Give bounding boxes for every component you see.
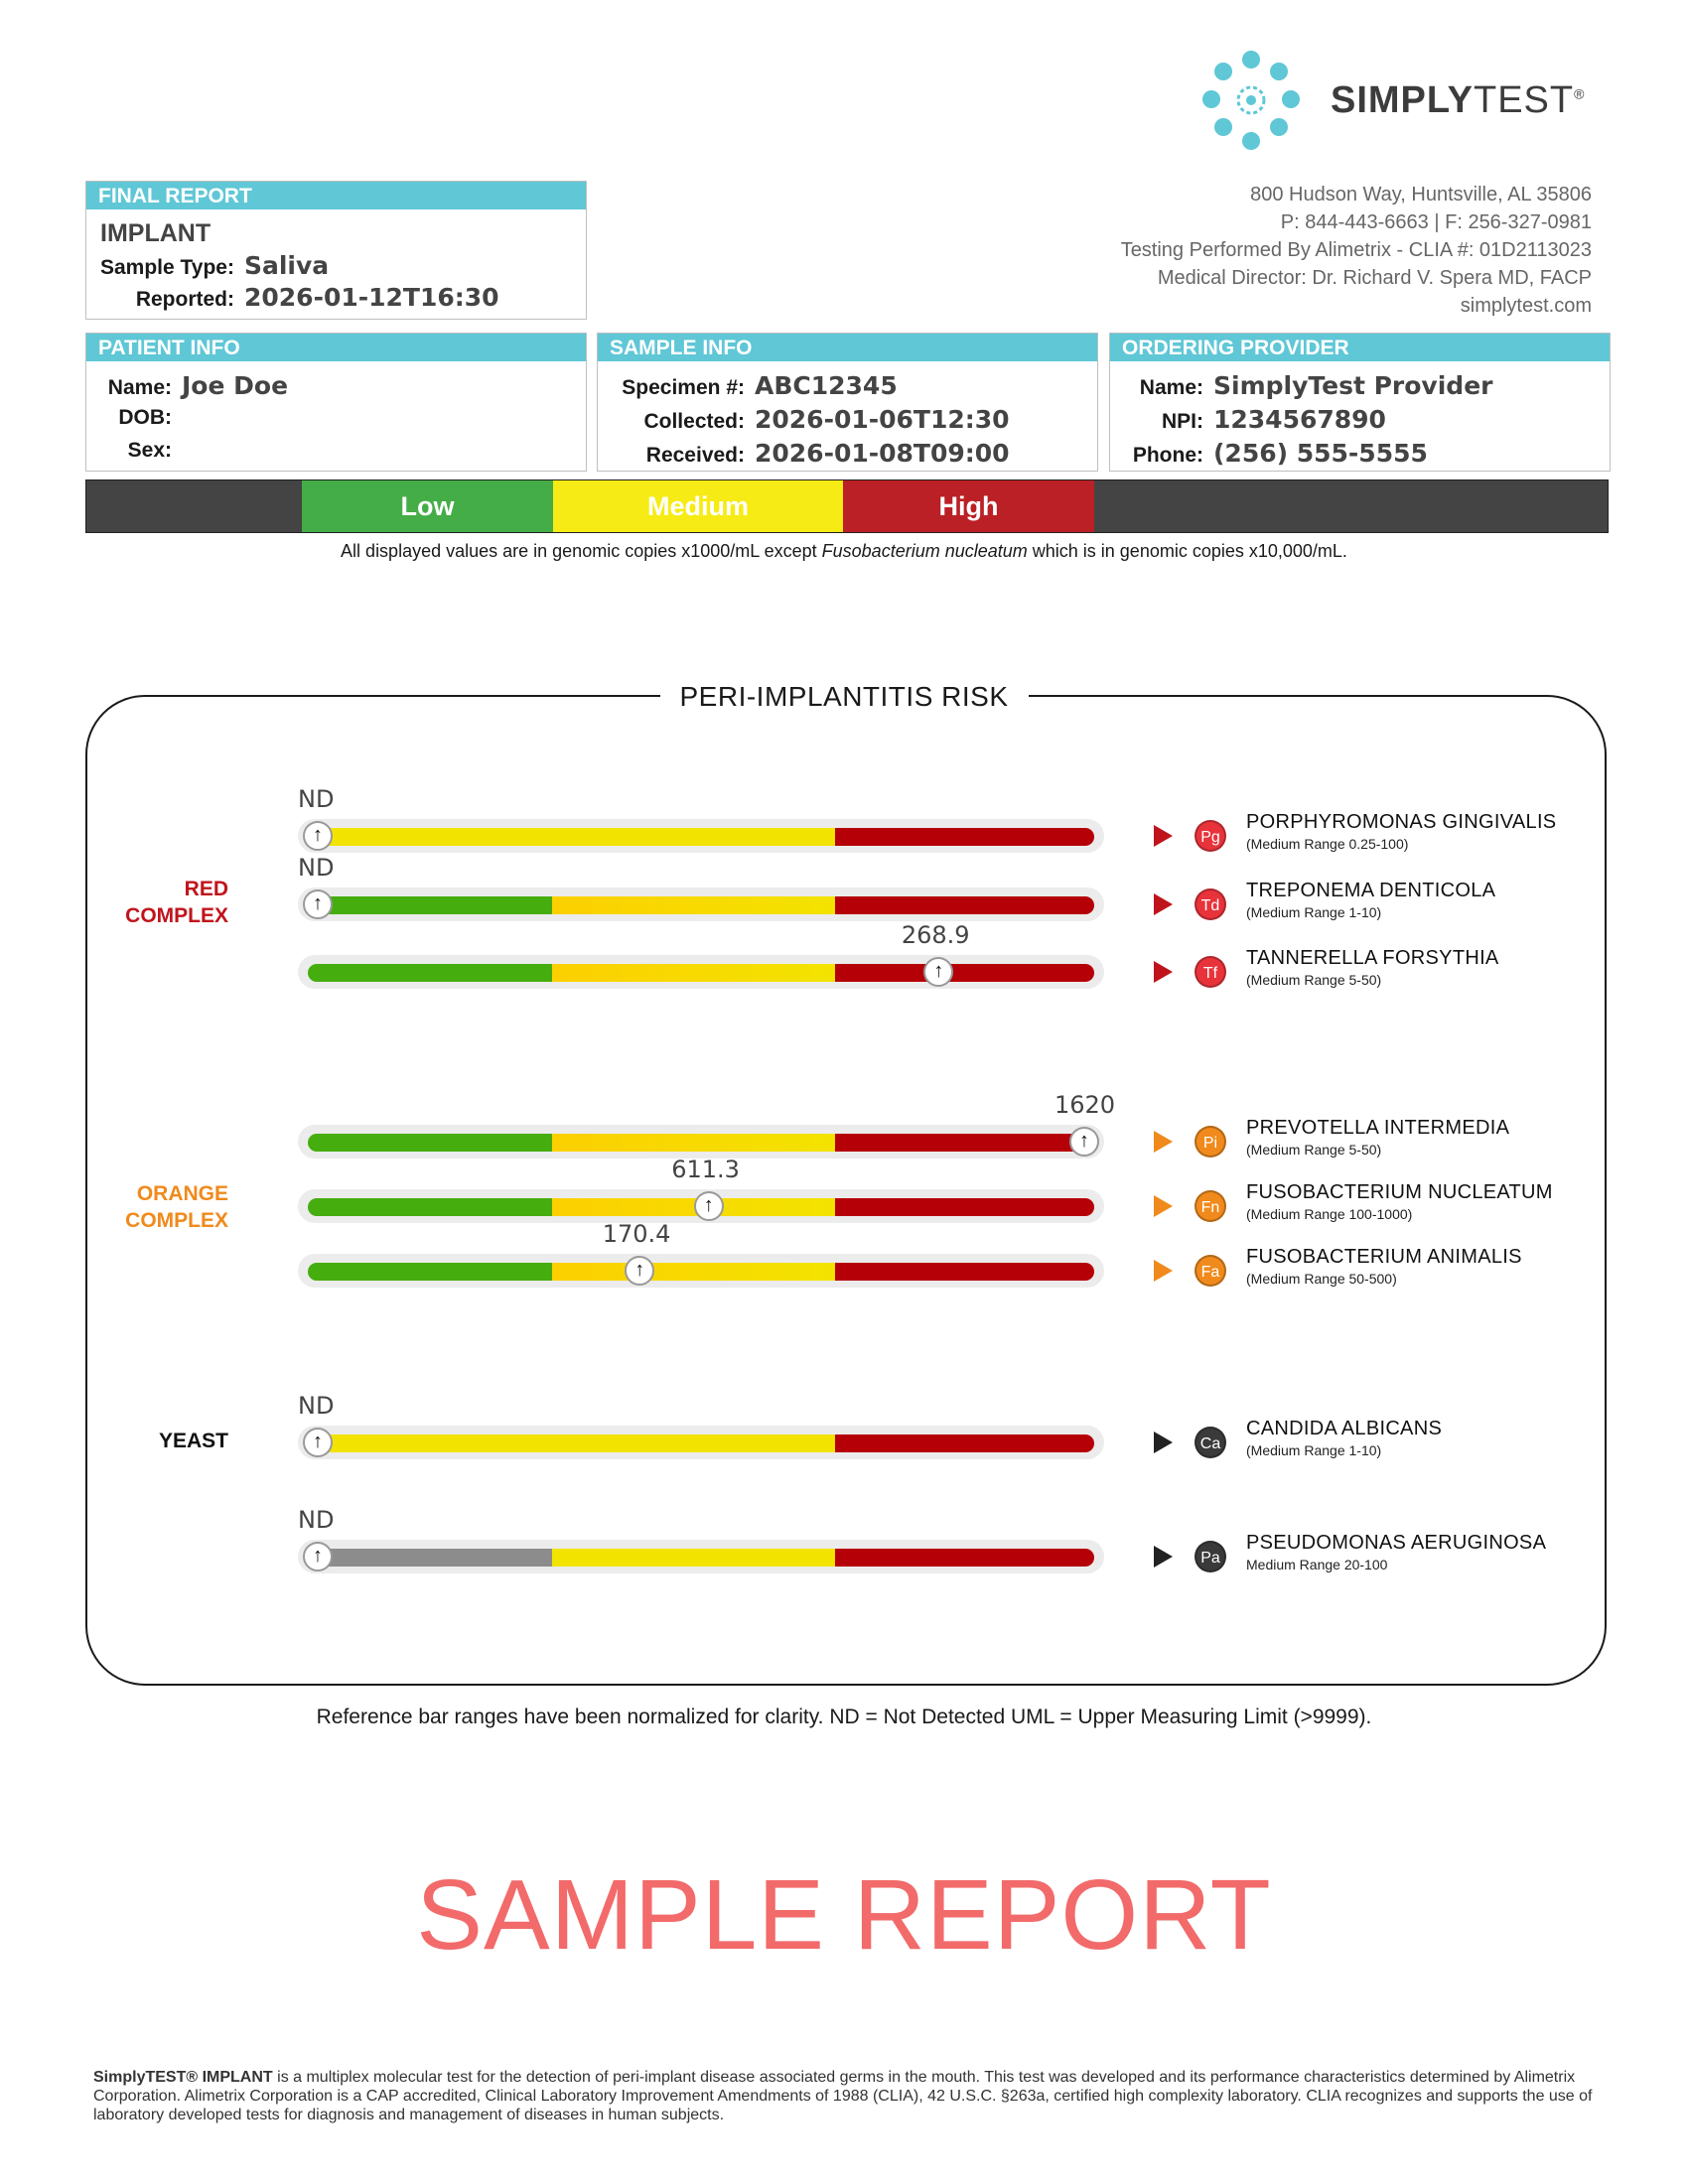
legend-low: Low — [302, 480, 553, 532]
play-arrow-icon — [1154, 961, 1173, 983]
organism-medium-range: (Medium Range 100-1000) — [1246, 1206, 1413, 1222]
organism-name: PORPHYROMONAS GINGIVALIS — [1246, 811, 1557, 833]
specimen-row: Specimen #: ABC12345 — [622, 371, 898, 400]
organism-name: FUSOBACTERIUM ANIMALIS — [1246, 1246, 1522, 1268]
collected-row: Collected: 2026-01-06T12:30 — [643, 405, 1010, 434]
value-marker-arrow-icon: ↑ — [303, 889, 333, 919]
bar-segment-red — [835, 1263, 1094, 1281]
bar-track-ca — [298, 1426, 1104, 1459]
bar-segment-red — [835, 896, 1094, 914]
play-arrow-icon — [1154, 825, 1173, 847]
value-marker-arrow-icon: ↑ — [1069, 1127, 1099, 1157]
bar-track-fn — [298, 1189, 1104, 1223]
value-label: 611.3 — [671, 1156, 740, 1183]
provider-name-row: Name: SimplyTest Provider — [1139, 371, 1493, 400]
provider-phone-row: Phone: (256) 555-5555 — [1132, 439, 1428, 468]
red-complex-label: RED COMPLEX — [125, 878, 228, 927]
bar-segment-red — [835, 1434, 1094, 1452]
play-arrow-icon — [1154, 1131, 1173, 1153]
value-marker-arrow-icon: ↑ — [303, 1428, 333, 1457]
bar-segment-gray — [308, 1549, 552, 1567]
sample-info-box — [597, 333, 1098, 472]
value-label: 170.4 — [602, 1220, 671, 1248]
organism-badge-fa: Fa — [1195, 1255, 1226, 1287]
bar-segment-yellow — [552, 896, 835, 914]
organism-medium-range: Medium Range 20-100 — [1246, 1557, 1388, 1572]
organism-medium-range: (Medium Range 5-50) — [1246, 1142, 1382, 1158]
bar-segment-yellow — [552, 1434, 835, 1452]
organism-name: PREVOTELLA INTERMEDIA — [1246, 1117, 1510, 1139]
bar-segment-yellow — [308, 828, 552, 846]
play-arrow-icon — [1154, 1195, 1173, 1217]
ordering-provider-box — [1109, 333, 1611, 472]
bar-segment-yellow — [552, 828, 835, 846]
risk-legend-bar — [85, 479, 1609, 533]
bar-segment-green — [308, 1263, 552, 1281]
provider-npi-row: NPI: 1234567890 — [1162, 405, 1386, 434]
value-marker-arrow-icon: ↑ — [923, 957, 953, 987]
legend-high: High — [843, 480, 1094, 532]
value-marker-arrow-icon: ↑ — [303, 821, 333, 851]
organism-badge-fn: Fn — [1195, 1190, 1226, 1222]
report-title: IMPLANT — [100, 219, 211, 247]
units-note: All displayed values are in genomic copies x1000/mL except Fusobacterium nucleatum which is in genomic copies x10,000/mL. — [341, 541, 1347, 561]
value-label: ND — [298, 1392, 335, 1420]
organism-medium-range: (Medium Range 50-500) — [1246, 1271, 1397, 1287]
play-arrow-icon — [1154, 1432, 1173, 1453]
value-marker-arrow-icon: ↑ — [625, 1256, 654, 1286]
patient-sex-row: Sex: — [127, 439, 172, 462]
organism-name: PSEUDOMONAS AERUGINOSA — [1246, 1532, 1547, 1554]
bar-segment-yellow — [308, 1434, 552, 1452]
value-marker-arrow-icon: ↑ — [303, 1542, 333, 1571]
bar-track-tf — [298, 955, 1104, 989]
organism-badge-pg: Pg — [1195, 820, 1226, 852]
bar-segment-red — [835, 1134, 1094, 1152]
bar-segment-red — [835, 1198, 1094, 1216]
organism-medium-range: (Medium Range 0.25-100) — [1246, 836, 1409, 852]
bar-segment-red — [835, 964, 1094, 982]
value-label: ND — [298, 1506, 335, 1534]
patient-name-row: Name: Joe Doe — [107, 371, 289, 400]
received-row: Received: 2026-01-08T09:00 — [645, 439, 1010, 468]
organism-name: TANNERELLA FORSYTHIA — [1246, 947, 1499, 969]
organism-badge-tf: Tf — [1195, 956, 1226, 988]
bar-track-td — [298, 887, 1104, 921]
reference-note: Reference bar ranges have been normalized for clarity. ND = Not Detected UML = Upper Measuring Limit (>9999). — [316, 1706, 1372, 1728]
value-marker-arrow-icon: ↑ — [694, 1191, 724, 1221]
bar-segment-yellow — [552, 1549, 835, 1567]
value-label: ND — [298, 854, 335, 882]
organism-name: CANDIDA ALBICANS — [1246, 1418, 1443, 1439]
footer-disclaimer: SimplyTEST® IMPLANT is a multiplex molecular test for the detection of peri-implant disease associated germs in the mouth. This test was developed and its performance characteristics determined by Alimetrix Corporation. Alimetrix Corporation is a CAP accredited, Clinical Laboratory Improvement Amendments of 1988 (CLIA), 42 U.S.C. §263a, certified high complexity laboratory. CLIA recognizes and supports the use of laboratory developed tests for diagnosis and management of diseases in human subjects. — [93, 2069, 1593, 2123]
ordering-provider-header: ORDERING PROVIDER — [1110, 334, 1610, 361]
bar-track-pa — [298, 1540, 1104, 1573]
yeast-label: YEAST — [158, 1430, 228, 1452]
bar-segment-green — [308, 1198, 552, 1216]
sample-info-header: SAMPLE INFO — [598, 334, 1097, 361]
bar-track-pg — [298, 819, 1104, 853]
final-report-header: FINAL REPORT — [86, 182, 586, 209]
bar-segment-yellow — [552, 964, 835, 982]
organism-name: FUSOBACTERIUM NUCLEATUM — [1246, 1181, 1553, 1203]
panel-title: PERI-IMPLANTITIS RISK — [660, 681, 1029, 713]
organism-name: TREPONEMA DENTICOLA — [1246, 880, 1496, 901]
value-label: ND — [298, 785, 335, 813]
bar-track-pi — [298, 1125, 1104, 1159]
reported-row: Reported: 2026-01-12T16:30 — [135, 283, 499, 312]
organism-badge-pa: Pa — [1195, 1541, 1226, 1572]
organism-medium-range: (Medium Range 1-10) — [1246, 904, 1382, 920]
play-arrow-icon — [1154, 893, 1173, 915]
sample-report-watermark: SAMPLE REPORT — [416, 1859, 1272, 1971]
bar-segment-yellow — [552, 1134, 835, 1152]
organism-badge-ca: Ca — [1195, 1427, 1226, 1458]
bar-segment-yellow — [552, 1263, 835, 1281]
patient-info-box — [85, 333, 587, 472]
value-label: 1620 — [1055, 1091, 1116, 1119]
bar-segment-red — [835, 1549, 1094, 1567]
brand-name: SIMPLYTEST® — [1331, 79, 1586, 121]
bar-segment-green — [308, 896, 552, 914]
value-label: 268.9 — [901, 921, 970, 949]
patient-info-header: PATIENT INFO — [86, 334, 586, 361]
organism-badge-td: Td — [1195, 888, 1226, 920]
lab-address: 800 Hudson Way, Huntsville, AL 35806 P: 844-443-6663 | F: 256-327-0981 Testing Performed By Alimetrix - CLIA #: 01D2113023 Medical Director: Dr. Richard V. Spera MD, FACP simplytest.com — [1120, 184, 1592, 317]
bar-track-fa — [298, 1254, 1104, 1288]
orange-complex-label: ORANGE COMPLEX — [125, 1182, 228, 1232]
play-arrow-icon — [1154, 1546, 1173, 1568]
play-arrow-icon — [1154, 1260, 1173, 1282]
patient-dob-row: DOB: — [118, 406, 172, 429]
bar-segment-green — [308, 964, 552, 982]
bar-segment-red — [835, 828, 1094, 846]
organism-medium-range: (Medium Range 5-50) — [1246, 972, 1382, 988]
sample-type-row: Sample Type: Saliva — [100, 251, 330, 280]
bar-segment-green — [308, 1134, 552, 1152]
organism-medium-range: (Medium Range 1-10) — [1246, 1442, 1382, 1458]
simplytest-logo — [1192, 50, 1311, 159]
final-report-box — [85, 181, 587, 320]
organism-badge-pi: Pi — [1195, 1126, 1226, 1158]
legend-medium: Medium — [553, 480, 843, 532]
